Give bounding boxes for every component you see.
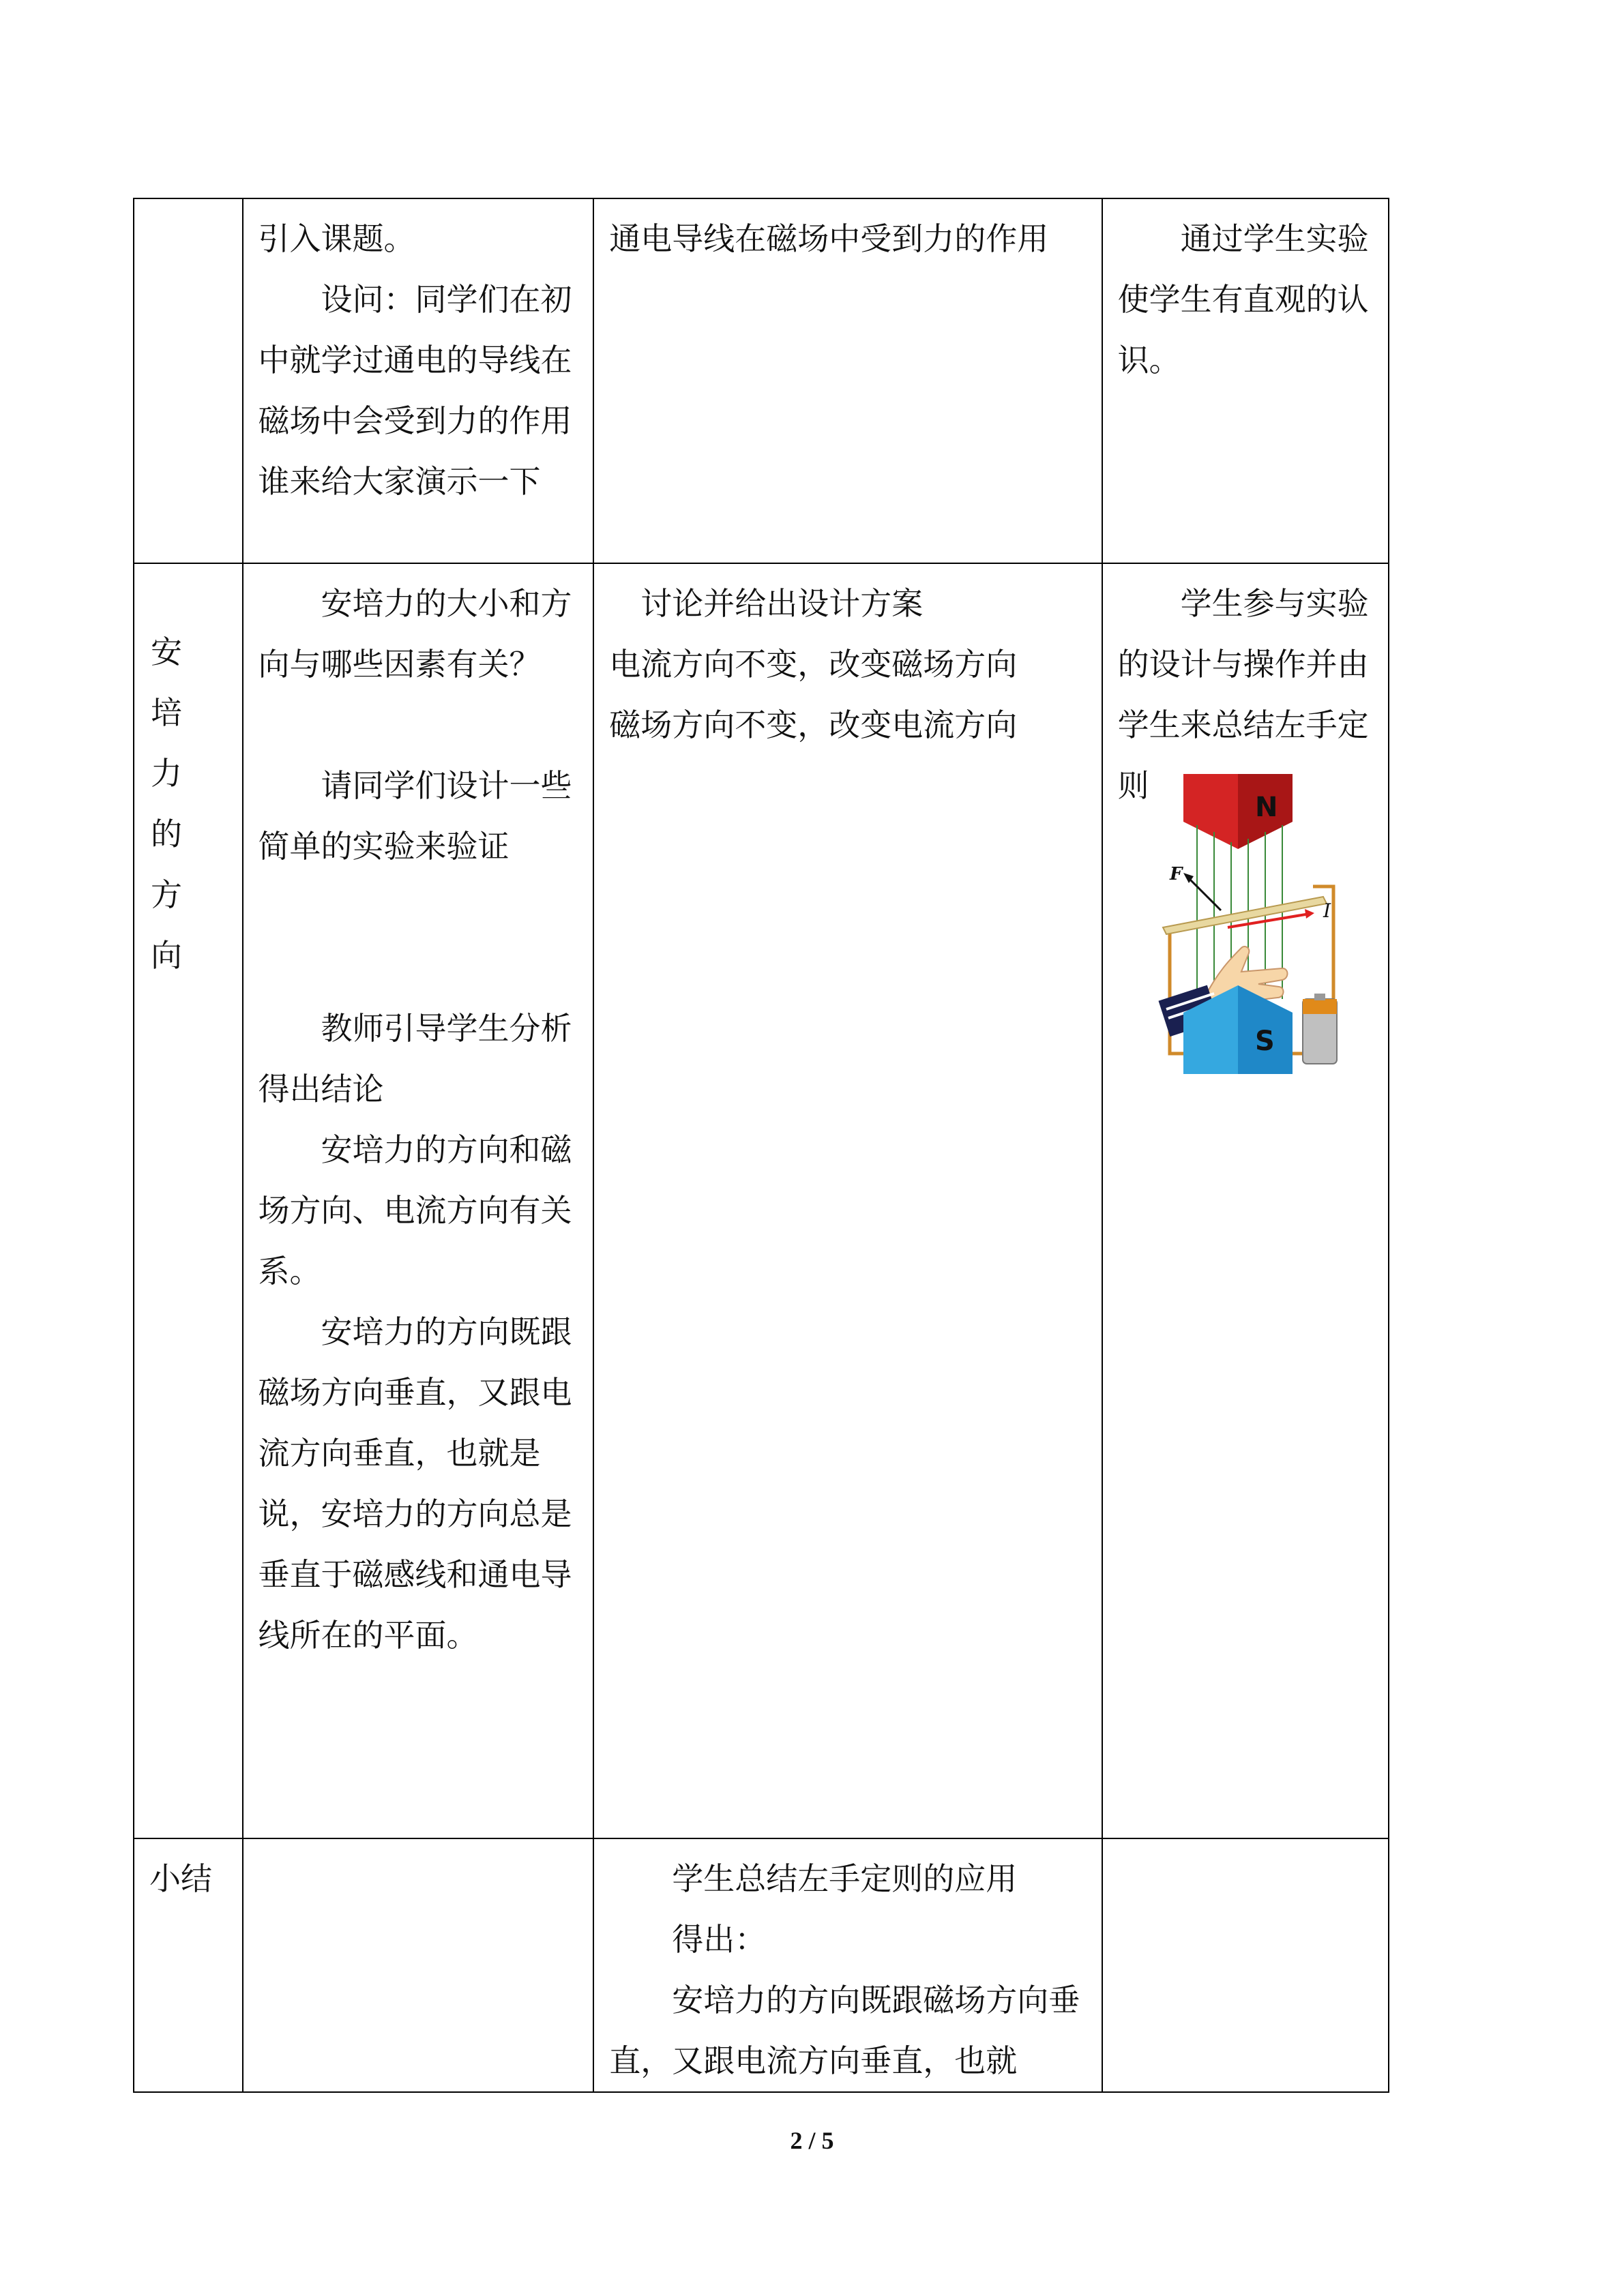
row2-teacher-cell (243, 563, 594, 1838)
text-paragraph: 安培力的方向和磁场方向、电流方向有关系。 (258, 1131, 572, 1289)
text-paragraph: 讨论并给出设计方案 (640, 585, 924, 622)
row1-purpose-cell (1102, 198, 1389, 563)
text-paragraph: 设问：同学们在初中就学过通电的导线在磁场中会受到力的作用谁来给大家演示一下 (258, 281, 572, 500)
left-hand-rule-illustration (1156, 774, 1368, 1074)
row2-student-cell (593, 563, 1102, 1838)
text-paragraph: 安培力的方向既跟磁场方向垂直，又跟电流方向垂直，也就 (609, 1982, 1080, 2079)
row1-student-cell (593, 198, 1102, 563)
current-label: I (1323, 899, 1331, 922)
text-paragraph: 安培力的方向既跟磁场方向垂直，又跟电流方向垂直，也就是说，安培力的方向总是垂直于磁感线和通电导线所在的平面。 (258, 1313, 572, 1654)
row3-purpose-cell (1102, 1838, 1389, 2092)
table-row (134, 563, 1389, 1838)
text-paragraph: 安培力的大小和方向与哪些因素有关？ (258, 585, 572, 683)
text-paragraph: 通过学生实验使学生有直观的认识。 (1117, 220, 1369, 378)
row2-purpose-cell (1102, 563, 1389, 1838)
table-row (134, 198, 1389, 563)
text-paragraph: 请同学们设计一些简单的实验来验证 (258, 767, 572, 865)
text-paragraph: 学生参与实验的设计与操作并由学生来总结左手定则 (1117, 585, 1369, 804)
force-arrow (1187, 876, 1221, 910)
south-label: S (1255, 1026, 1275, 1057)
row3-stage-cell (134, 1838, 243, 2092)
text-paragraph: 学生总结左手定则的应用 (672, 1860, 1018, 1897)
text-paragraph: 电流方向不变，改变磁场方向 (609, 646, 1018, 683)
north-label: N (1255, 792, 1278, 823)
row1-stage-cell (134, 198, 243, 563)
row3-teacher-cell (243, 1838, 594, 2092)
text-paragraph: 磁场方向不变，改变电流方向 (609, 706, 1018, 743)
page-number: 2 / 5 (790, 2127, 834, 2154)
text-paragraph: 得出： (672, 1921, 767, 1958)
text-paragraph: 通电导线在磁场中受到力的作用 (609, 220, 1049, 257)
row2-stage-cell (134, 563, 243, 1838)
lesson-plan-table (133, 198, 1389, 2093)
row3-student-cell (593, 1838, 1102, 2092)
table-row (134, 1838, 1389, 2092)
text-paragraph: 小结 (149, 1860, 212, 1897)
text-paragraph: 引入课题。 (258, 220, 415, 257)
row1-teacher-cell (243, 198, 594, 563)
text-paragraph: 教师引导学生分析得出结论 (258, 1010, 572, 1107)
stage-title-vertical: 安 培 力 的 方 向 (151, 633, 182, 974)
force-label: F (1170, 864, 1183, 884)
